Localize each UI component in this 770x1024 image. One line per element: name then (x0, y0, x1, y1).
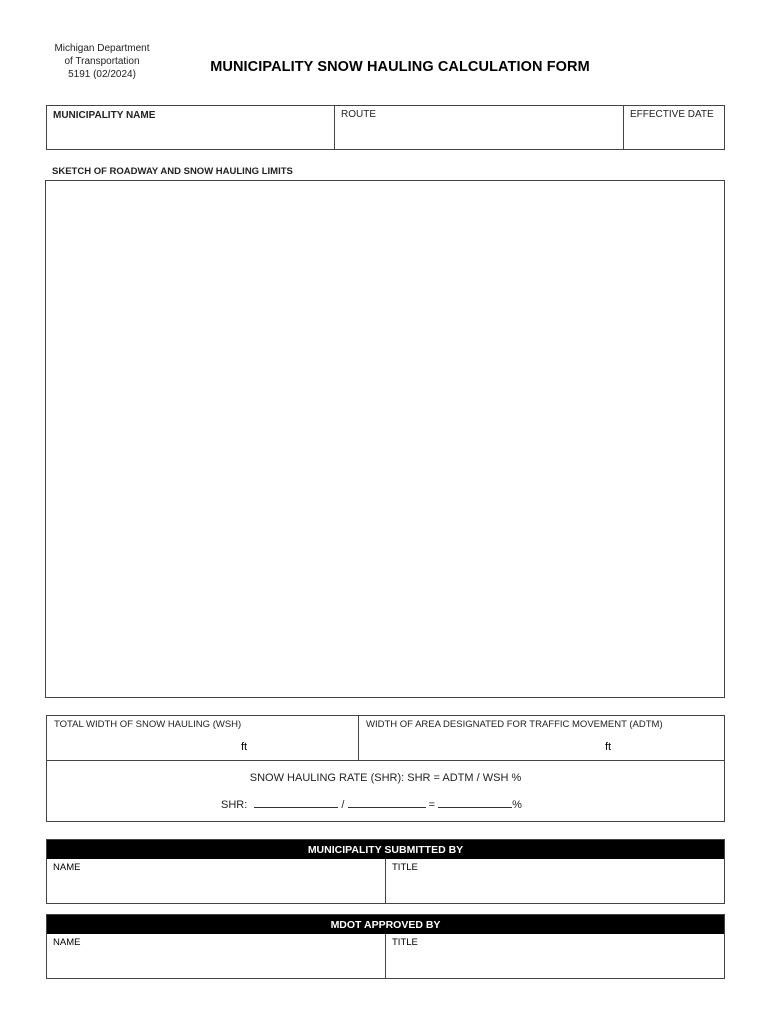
divide-sign: / (341, 799, 345, 811)
top-fields-row (46, 105, 725, 150)
equals-sign: = (428, 799, 436, 811)
adtm-label: WIDTH OF AREA DESIGNATED FOR TRAFFIC MOVEMENT (ADTM) (366, 719, 663, 730)
route-field[interactable] (335, 106, 624, 149)
municipality-submitted-header: MUNICIPALITY SUBMITTED BY (47, 840, 724, 859)
effective-date-field[interactable] (624, 106, 724, 149)
wsh-label: TOTAL WIDTH OF SNOW HAULING (WSH) (54, 719, 242, 730)
agency-line-1: Michigan Department (54, 43, 150, 54)
mdot-approved-fields (47, 934, 724, 978)
agency-line-2: of Transportation (64, 56, 140, 67)
shr-formula: SNOW HAULING RATE (SHR): SHR = ADTM / WSH % (249, 772, 522, 784)
municipality-signer-title-label: TITLE (392, 862, 418, 873)
mdot-name-field[interactable] (47, 934, 386, 978)
adtm-field[interactable] (359, 716, 724, 760)
mdot-approved-section (46, 914, 725, 979)
wsh-unit: ft (241, 741, 248, 753)
municipality-submitted-section (46, 839, 725, 904)
width-fields-row (47, 716, 724, 761)
calculation-section (46, 715, 725, 822)
sketch-area[interactable] (45, 180, 725, 698)
adtm-unit: ft (605, 741, 612, 753)
mdot-title-field[interactable] (386, 934, 724, 978)
mdot-title-label: TITLE (392, 937, 418, 948)
shr-result-blank[interactable] (438, 797, 512, 808)
shr-line (221, 797, 522, 811)
wsh-field[interactable] (47, 716, 359, 760)
shr-prefix: SHR: (221, 799, 248, 811)
adtm-blank[interactable] (254, 797, 338, 808)
mdot-name-label: NAME (53, 937, 81, 948)
municipality-name-signer-field[interactable] (47, 859, 386, 903)
municipality-signer-name-label: NAME (53, 862, 81, 873)
route-label: ROUTE (341, 109, 376, 120)
wsh-blank[interactable] (348, 797, 426, 808)
municipality-name-field[interactable] (47, 106, 335, 149)
form-title: MUNICIPALITY SNOW HAULING CALCULATION FORM (210, 59, 590, 75)
mdot-approved-header: MDOT APPROVED BY (47, 915, 724, 934)
agency-block (40, 42, 164, 81)
percent-sign: % (512, 799, 522, 811)
sketch-label: SKETCH OF ROADWAY AND SNOW HAULING LIMITS (52, 166, 293, 177)
effective-date-label: EFFECTIVE DATE (630, 109, 714, 120)
municipality-submitted-fields (47, 859, 724, 903)
municipality-name-label: MUNICIPALITY NAME (53, 110, 156, 121)
municipality-title-field[interactable] (386, 859, 724, 903)
form-number: 5191 (02/2024) (68, 69, 136, 80)
